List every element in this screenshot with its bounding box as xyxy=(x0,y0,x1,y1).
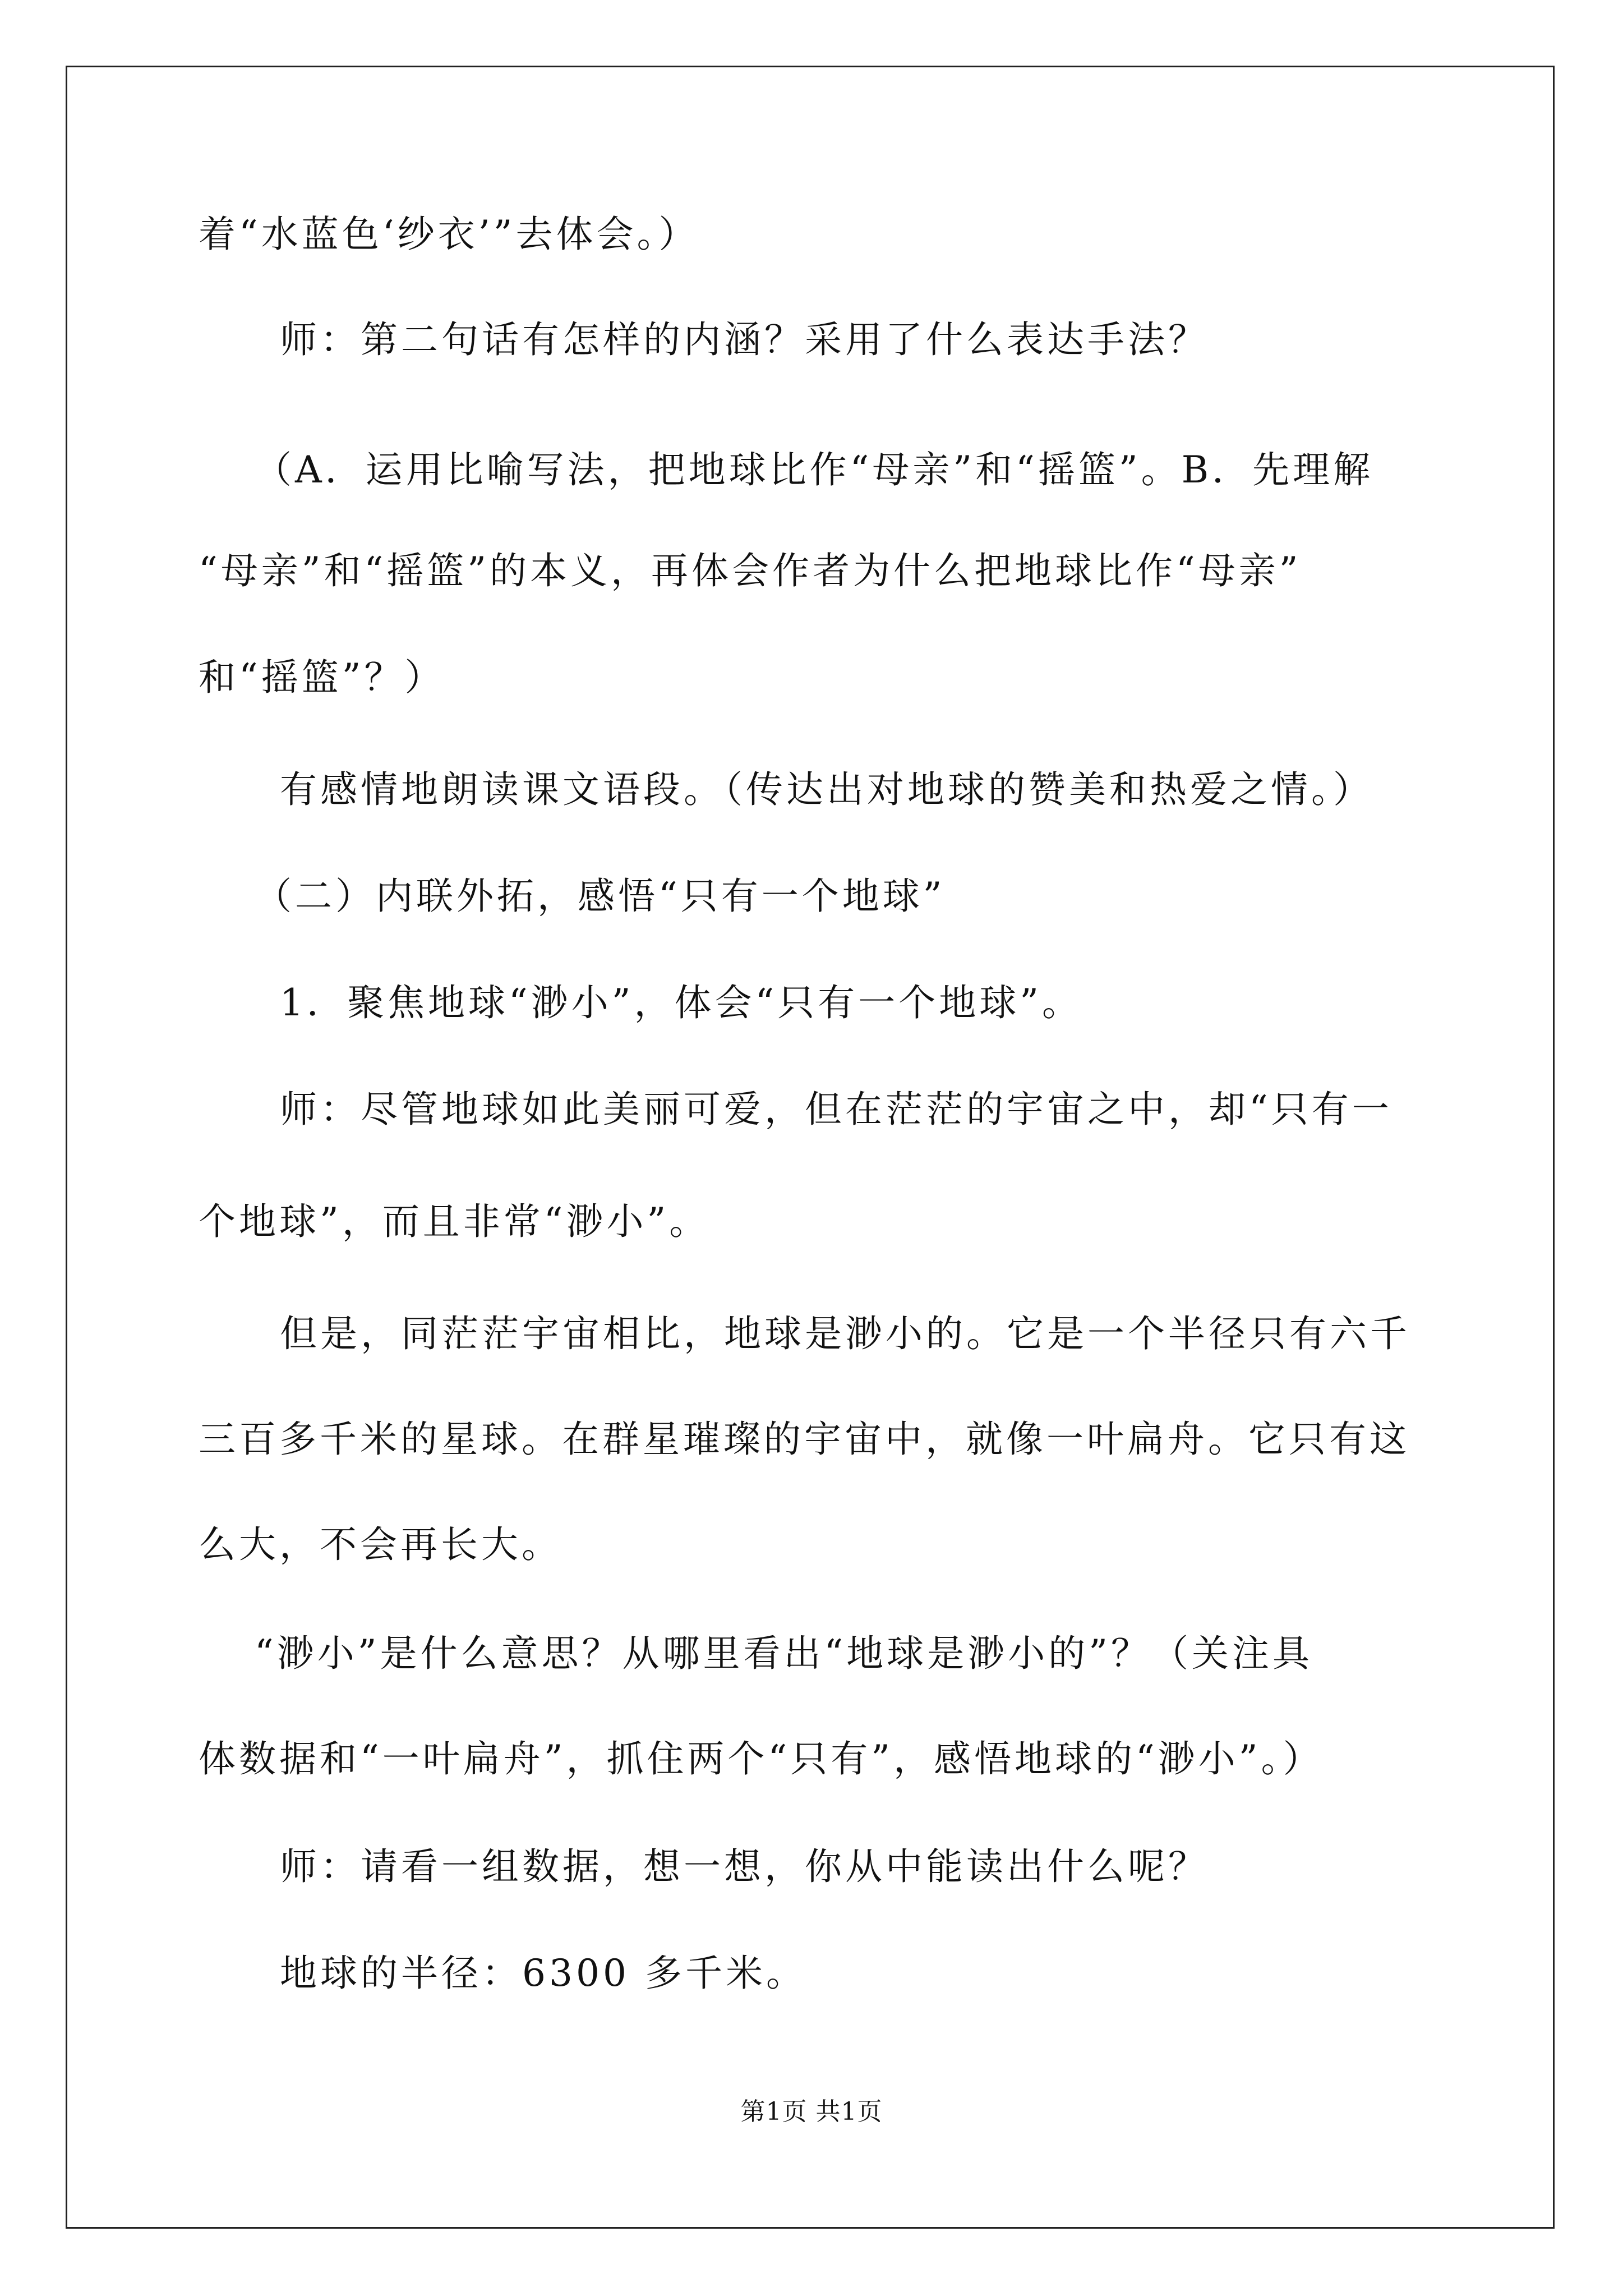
section-heading: （二）内联外拓，感悟“只有一个地球” xyxy=(255,875,946,918)
text-line: “渺小”是什么意思？从哪里看出“地球是渺小的”？（关注具 xyxy=(255,1632,1313,1675)
text-line: “母亲”和“摇篮”的本义，再体会作者为什么把地球比作“母亲” xyxy=(199,549,1302,592)
text-line: 师：第二句话有怎样的内涵？采用了什么表达手法？ xyxy=(280,318,1209,361)
text-line: 但是，同茫茫宇宙相比，地球是渺小的。它是一个半径只有六千 xyxy=(280,1312,1410,1355)
text-line: 着“水蓝色‘纱衣’”去体会。） xyxy=(199,213,699,256)
text-line: 么大，不会再长大。 xyxy=(199,1523,562,1566)
text-line: 师：尽管地球如此美丽可爱，但在茫茫的宇宙之中，却“只有一 xyxy=(280,1088,1393,1131)
text-line: 1．聚焦地球“渺小”，体会“只有一个地球”。 xyxy=(280,981,1082,1024)
text-line: 三百多千米的星球。在群星璀璨的宇宙中，就像一叶扁舟。它只有这 xyxy=(199,1418,1410,1461)
text-line: 个地球”，而且非常“渺小”。 xyxy=(199,1200,710,1243)
page-border xyxy=(66,66,1555,2229)
text-line: （A．运用比喻写法，把地球比作“母亲”和“摇篮”。B．先理解 xyxy=(255,448,1374,491)
text-line: 师：请看一组数据，想一想，你从中能读出什么呢？ xyxy=(280,1845,1209,1888)
text-line: 和“摇篮”？） xyxy=(199,656,445,699)
page-footer: 第1页 共1页 xyxy=(740,2097,883,2126)
text-line: 有感情地朗读课文语段。（传达出对地球的赞美和热爱之情。） xyxy=(280,768,1373,811)
text-line: 地球的半径：6300 多千米。 xyxy=(280,1952,806,1995)
text-line: 体数据和“一叶扁舟”，抓住两个“只有”，感悟地球的“渺小”。） xyxy=(199,1737,1324,1780)
